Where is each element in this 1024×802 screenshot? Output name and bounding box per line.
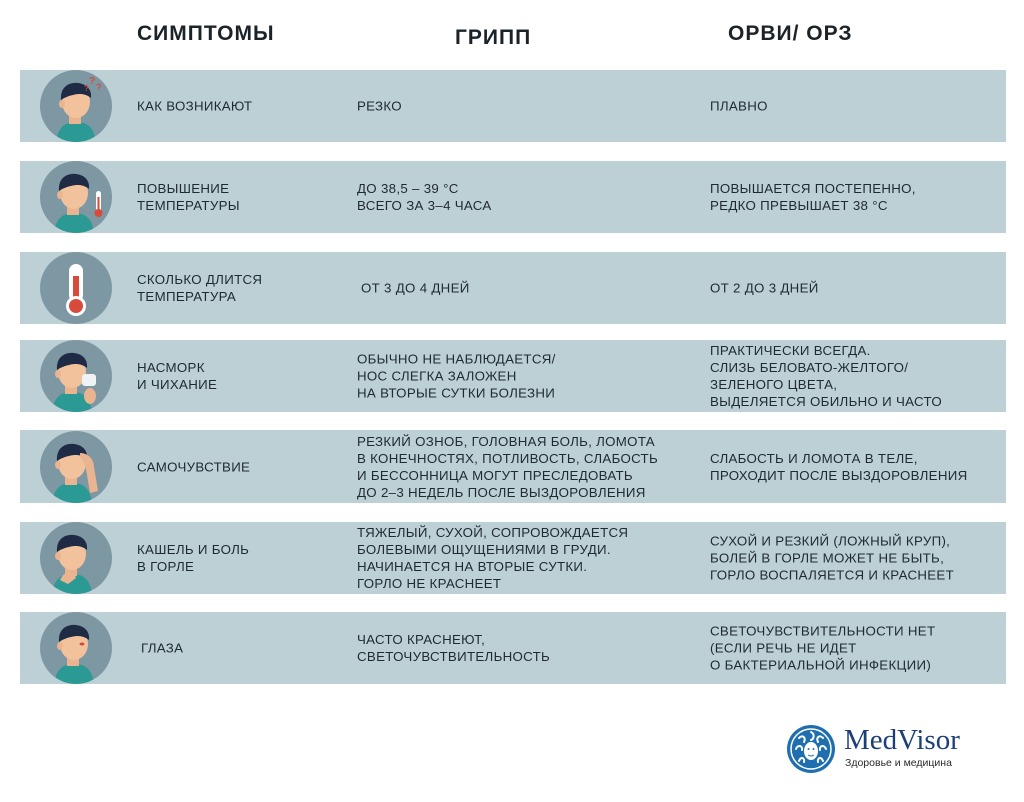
table-row: [20, 612, 1006, 684]
symptom-label: ПОВЫШЕНИЕ ТЕМПЕРАТУРЫ: [137, 181, 240, 213]
flu-value: ЧАСТО КРАСНЕЮТ, СВЕТОЧУВСТВИТЕЛЬНОСТЬ: [357, 632, 551, 664]
header-orvi: ОРВИ/ ОРЗ: [728, 22, 853, 45]
orvi-value: ПЛАВНО: [710, 98, 768, 114]
symptom-label: СКОЛЬКО ДЛИТСЯ ТЕМПЕРАТУРА: [137, 272, 263, 304]
orvi-value: СУХОЙ И РЕЗКИЙ (ЛОЖНЫЙ КРУП), БОЛЕЙ В ГОРЛЕ МОЖЕТ НЕ БЫТЬ, ГОРЛО ВОСПАЛЯЕТСЯ И КРАСНЕЕТ: [710, 533, 955, 583]
flu-value: ОТ 3 ДО 4 ДНЕЙ: [361, 280, 470, 296]
flu-value: РЕЗКИЙ ОЗНОБ, ГОЛОВНАЯ БОЛЬ, ЛОМОТА В КОНЕЧНОСТЯХ, ПОТЛИВОСТЬ, СЛАБОСТЬ И БЕССОННИЦА МОГУТ ПРЕСЛЕДОВАТЬ ДО 2–3 НЕДЕЛЬ ПОСЛЕ ВЫЗДОРОВЛЕНИЯ: [357, 433, 658, 500]
svg-text:?: ?: [96, 82, 102, 92]
sneezing-person-icon: [40, 340, 112, 412]
table-row: [20, 70, 1006, 142]
symptom-label: САМОЧУВСТВИЕ: [137, 459, 251, 474]
flu-value: ОБЫЧНО НЕ НАБЛЮДАЕТСЯ/ НОС СЛЕГКА ЗАЛОЖЕН НА ВТОРЫЕ СУТКИ БОЛЕЗНИ: [357, 351, 556, 401]
header-flu: ГРИПП: [455, 26, 532, 49]
svg-text:?: ?: [84, 84, 89, 93]
medusa-emblem-icon: [786, 724, 836, 774]
medvisor-logo: [786, 722, 1016, 782]
orvi-value: ОТ 2 ДО 3 ДНЕЙ: [710, 280, 819, 296]
svg-text:?: ?: [89, 76, 96, 87]
logo-name: MedVisor: [844, 724, 960, 756]
person-with-thermometer-icon: [40, 161, 112, 233]
table-row: [20, 252, 1006, 324]
thermometer-icon: [40, 252, 112, 324]
flu-value: ТЯЖЕЛЫЙ, СУХОЙ, СОПРОВОЖДАЕТСЯ БОЛЕВЫМИ ОЩУЩЕНИЯМИ В ГРУДИ. НАЧИНАЕТСЯ НА ВТОРЫЕ СУТКИ. ГОРЛО НЕ КРАСНЕЕТ: [357, 525, 629, 591]
symptom-label: КАК ВОЗНИКАЮТ: [137, 98, 253, 114]
symptom-label: НАСМОРК И ЧИХАНИЕ: [137, 360, 218, 392]
flu-value: РЕЗКО: [357, 98, 402, 114]
header-symptoms: СИМПТОМЫ: [137, 22, 275, 45]
orvi-value: ПРАКТИЧЕСКИ ВСЕГДА. СЛИЗЬ БЕЛОВАТО-ЖЕЛТОГО/ ЗЕЛЕНОГО ЦВЕТА, ВЫДЕЛЯЕТСЯ ОБИЛЬНО И ЧАСТО: [710, 343, 942, 409]
confused-person-icon: [40, 70, 112, 142]
table-row: [20, 161, 1006, 233]
symptom-label: КАШЕЛЬ И БОЛЬ В ГОРЛЕ: [137, 542, 250, 574]
orvi-value: ПОВЫШАЕТСЯ ПОСТЕПЕННО, РЕДКО ПРЕВЫШАЕТ 38 °С: [710, 181, 916, 213]
table-row: [20, 430, 1006, 503]
person-sore-throat-icon: [40, 522, 112, 594]
table-row: [20, 340, 1006, 412]
person-eyes-icon: [40, 612, 112, 684]
orvi-value: СВЕТОЧУВСТВИТЕЛЬНОСТИ НЕТ (ЕСЛИ РЕЧЬ НЕ ИДЕТ О БАКТЕРИАЛЬНОЙ ИНФЕКЦИИ): [710, 623, 936, 673]
table-row: [20, 522, 1006, 594]
logo-tagline: Здоровье и медицина: [845, 757, 952, 769]
symptom-label: ГЛАЗА: [141, 640, 184, 656]
person-headache-icon: [40, 431, 112, 503]
orvi-value: СЛАБОСТЬ И ЛОМОТА В ТЕЛЕ, ПРОХОДИТ ПОСЛЕ ВЫЗДОРОВЛЕНИЯ: [710, 450, 968, 483]
flu-value: ДО 38,5 – 39 °С ВСЕГО ЗА 3–4 ЧАСА: [357, 181, 492, 213]
